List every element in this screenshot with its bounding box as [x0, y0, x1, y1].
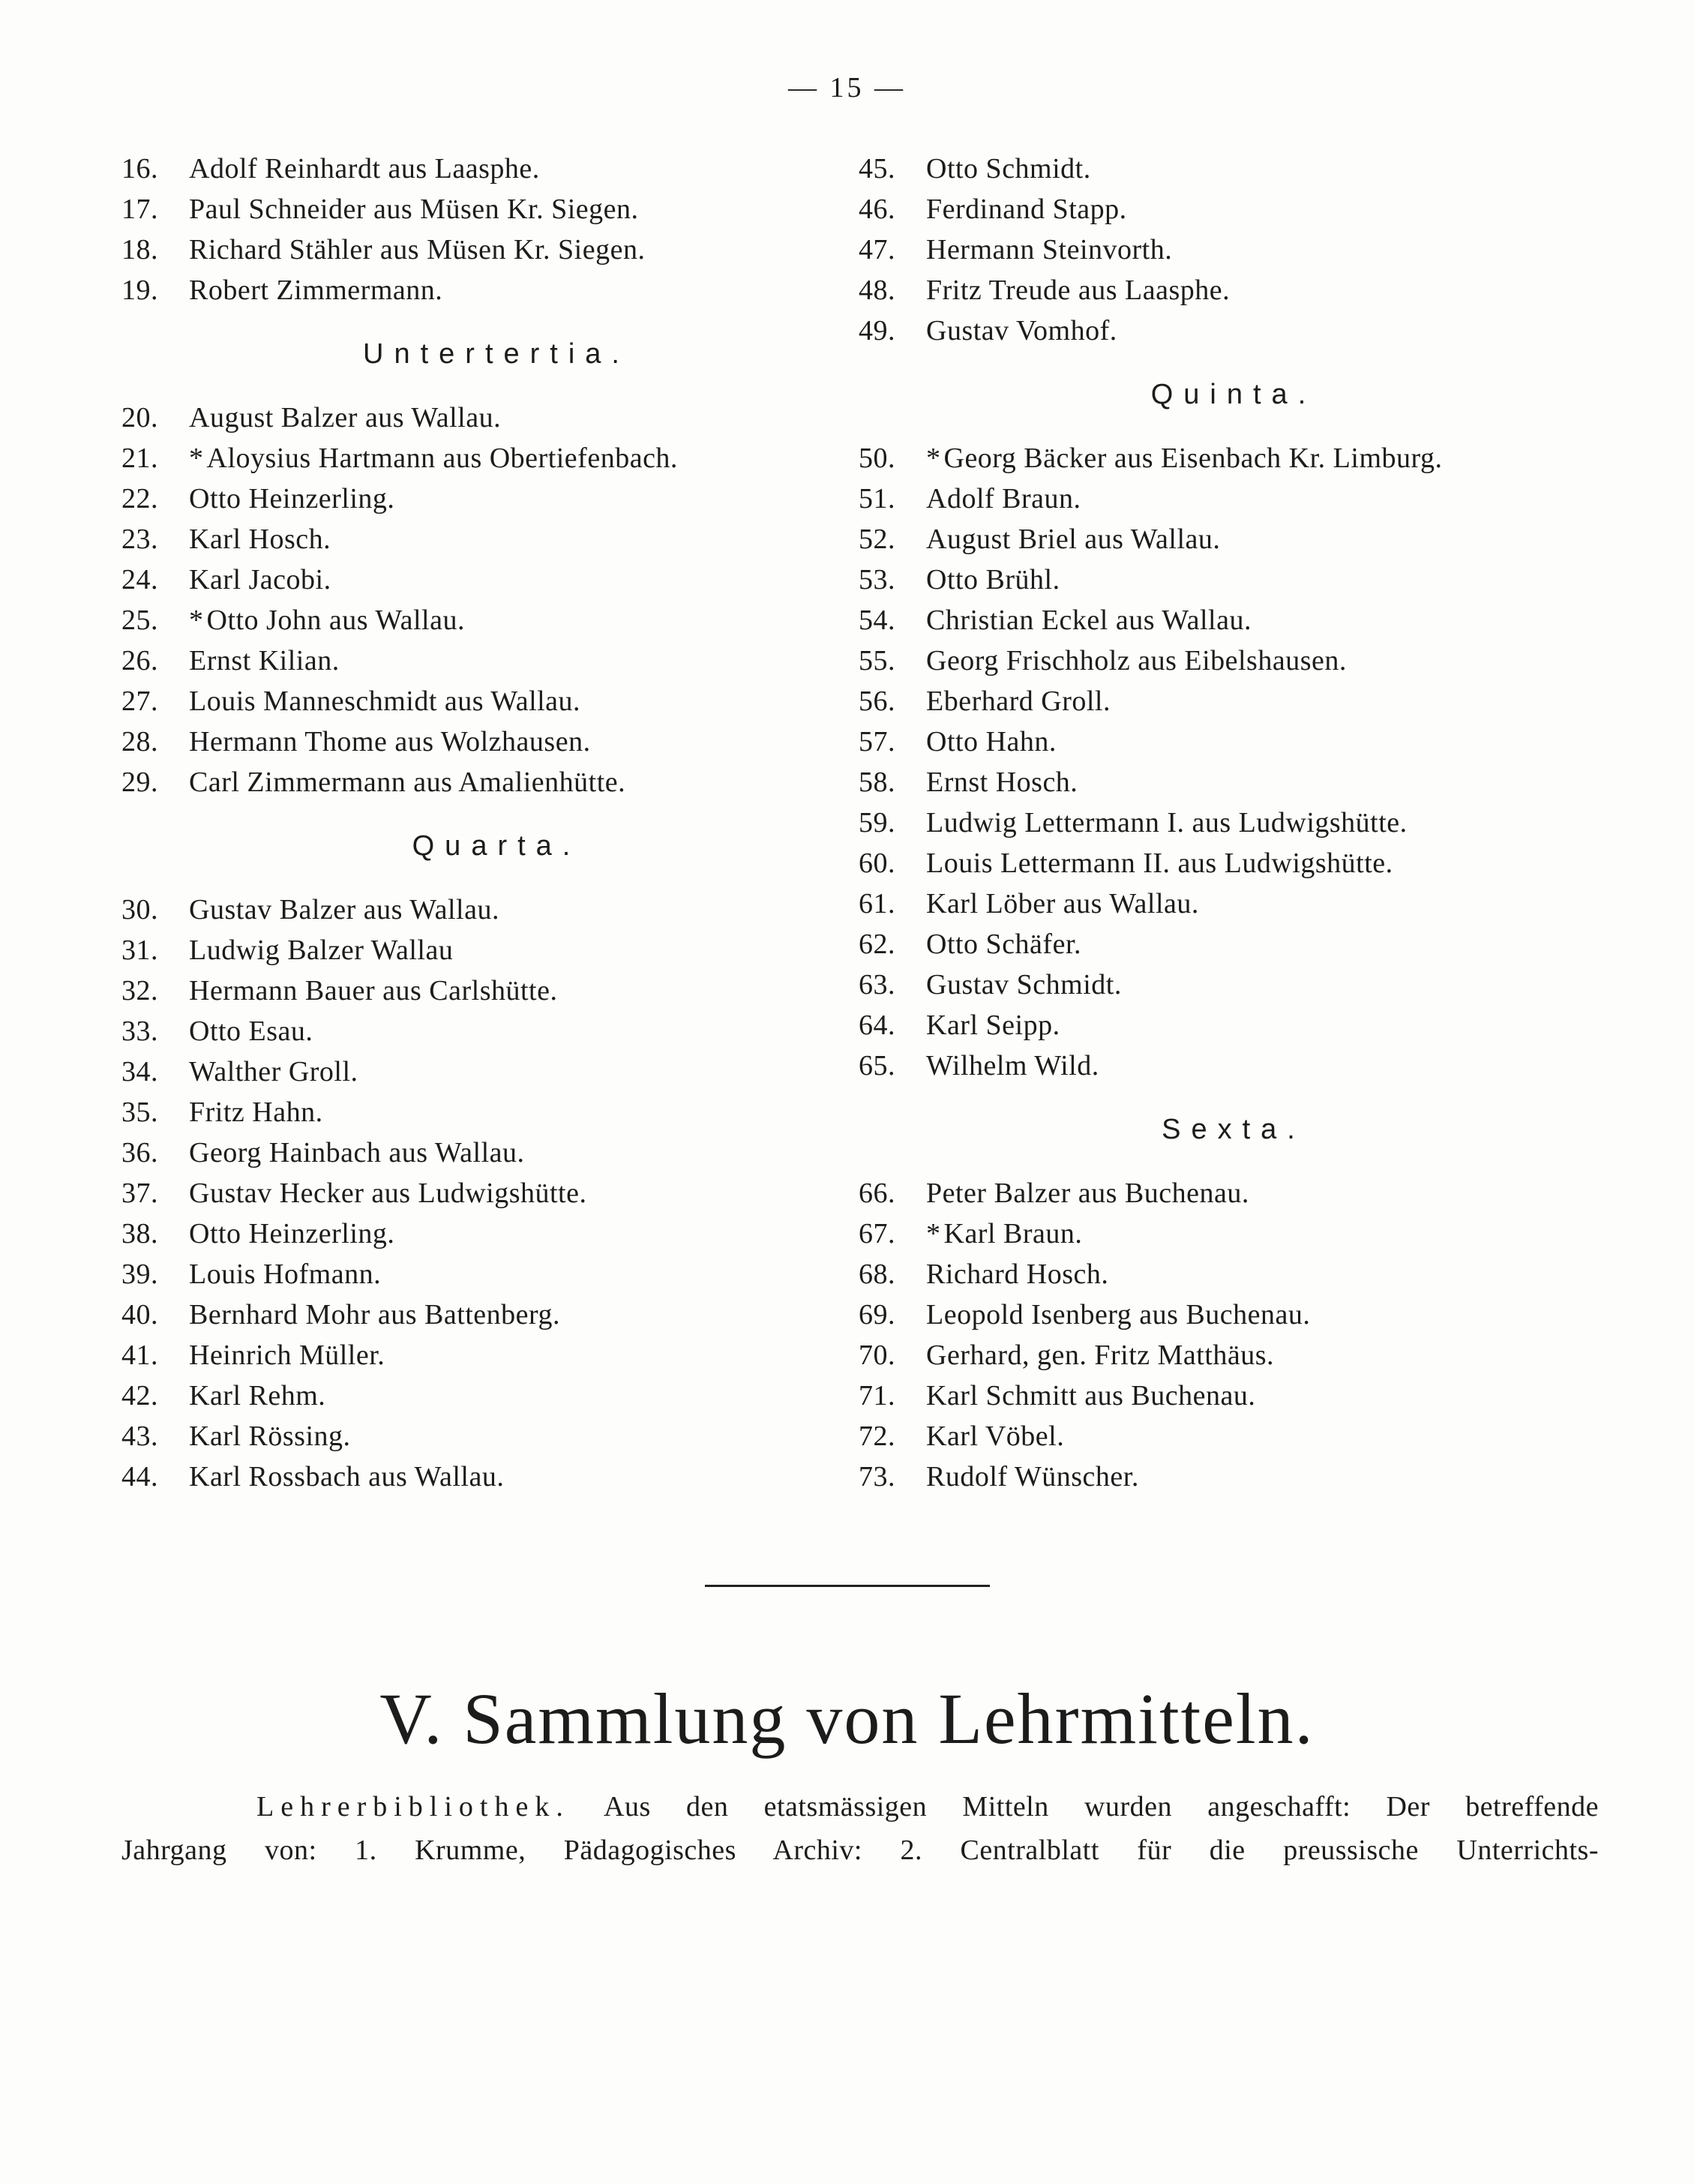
student-entry — [859, 1456, 1609, 1497]
student-entry — [121, 189, 871, 230]
student-entry — [859, 560, 1609, 600]
section-title: V. Sammlung von Lehrmitteln. — [379, 1678, 1315, 1759]
paragraph-lead: Lehrerbibliothek. — [256, 1791, 570, 1822]
entry-number: 55. — [859, 645, 895, 676]
entry-name: Gustav Vomhof. — [926, 315, 1117, 346]
entry-number: 17. — [121, 194, 158, 225]
entry-number: 48. — [859, 274, 895, 306]
entry-name: Otto Heinzerling. — [189, 1218, 395, 1250]
entry-number: 30. — [121, 894, 158, 926]
entry-name: Karl Löber aus Wallau. — [926, 888, 1199, 920]
entry-number: 66. — [859, 1178, 895, 1209]
entry-number: 73. — [859, 1461, 895, 1492]
student-entry — [859, 843, 1609, 884]
entry-number: 23. — [121, 524, 158, 555]
entry-number: 60. — [859, 848, 895, 879]
entry-name: Bernhard Mohr aus Battenberg. — [189, 1299, 561, 1330]
entry-number: 46. — [859, 194, 895, 225]
entry-name: Paul Schneider aus Müsen Kr. Siegen. — [189, 194, 639, 225]
entry-name: Otto Esau. — [189, 1016, 313, 1047]
student-entry — [121, 230, 871, 270]
student-entry — [859, 884, 1609, 924]
entry-number: 20. — [121, 402, 158, 434]
entry-name: Richard Hosch. — [926, 1258, 1109, 1290]
entry-name: Georg Bäcker aus Eisenbach Kr. Limburg. — [943, 442, 1443, 474]
student-entry — [121, 1132, 871, 1173]
entry-name: Louis Lettermann II. aus Ludwigshütte. — [926, 848, 1393, 879]
entry-number: 64. — [859, 1010, 895, 1041]
entry-number: 26. — [121, 645, 158, 676]
entry-name: Karl Schmitt aus Buchenau. — [926, 1380, 1256, 1412]
entry-number: 43. — [121, 1420, 158, 1452]
entry-name: Ludwig Balzer Wallau — [189, 934, 454, 966]
student-entry — [859, 438, 1609, 478]
student-entry — [121, 478, 871, 519]
entry-number: 25. — [121, 604, 158, 636]
entry-name: Gustav Hecker aus Ludwigshütte. — [189, 1178, 587, 1209]
student-entry — [859, 270, 1609, 310]
student-entry — [121, 762, 871, 802]
entry-name: Heinrich Müller. — [189, 1340, 385, 1371]
entry-name: Gustav Schmidt. — [926, 969, 1122, 1000]
entry-star: * — [926, 442, 941, 474]
entry-name: Karl Rehm. — [189, 1380, 326, 1412]
entry-name: Fritz Hahn. — [189, 1096, 323, 1128]
student-entry — [859, 1005, 1609, 1046]
entry-name: Fritz Treude aus Laasphe. — [926, 274, 1231, 306]
right-column — [859, 148, 1609, 1497]
entry-name: Karl Braun. — [943, 1218, 1083, 1250]
entry-name: Adolf Braun. — [926, 483, 1081, 514]
student-entry — [859, 310, 1609, 351]
entry-number: 53. — [859, 564, 895, 596]
student-entry — [859, 964, 1609, 1005]
student-entry — [859, 148, 1609, 189]
entry-number: 24. — [121, 564, 158, 596]
section-divider — [705, 1585, 990, 1587]
entry-name: Eberhard Groll. — [926, 686, 1111, 717]
entry-number: 19. — [121, 274, 158, 306]
entry-name: Otto Schäfer. — [926, 928, 1082, 960]
entry-number: 69. — [859, 1299, 895, 1330]
student-entry — [859, 1416, 1609, 1456]
entry-name: Ludwig Lettermann I. aus Ludwigshütte. — [926, 807, 1408, 838]
student-entry — [859, 519, 1609, 560]
entry-number: 40. — [121, 1299, 158, 1330]
entry-name: Karl Rossbach aus Wallau. — [189, 1461, 505, 1492]
entry-number: 61. — [859, 888, 895, 920]
entry-number: 49. — [859, 315, 895, 346]
entry-name: Ernst Kilian. — [189, 645, 340, 676]
entry-number: 29. — [121, 766, 158, 798]
student-entry — [859, 189, 1609, 230]
entry-name: August Balzer aus Wallau. — [189, 402, 502, 434]
student-entry — [859, 1214, 1609, 1254]
student-entry — [859, 802, 1609, 843]
student-entry — [121, 1092, 871, 1132]
entry-number: 37. — [121, 1178, 158, 1209]
entry-name: Otto Brühl. — [926, 564, 1060, 596]
entry-number: 16. — [121, 153, 158, 184]
entry-number: 18. — [121, 234, 158, 266]
entry-number: 63. — [859, 969, 895, 1000]
student-entry — [121, 398, 871, 438]
entry-name: Otto Hahn. — [926, 726, 1057, 758]
student-entry — [859, 1376, 1609, 1416]
entry-number: 36. — [121, 1137, 158, 1168]
student-entry — [121, 1173, 871, 1214]
entry-number: 41. — [121, 1340, 158, 1371]
entry-name: Wilhelm Wild. — [926, 1050, 1099, 1082]
student-entry — [121, 681, 871, 722]
entry-number: 27. — [121, 686, 158, 717]
entry-number: 51. — [859, 483, 895, 514]
entry-name: Carl Zimmermann aus Amalienhütte. — [189, 766, 626, 798]
entry-number: 65. — [859, 1050, 895, 1082]
entry-number: 56. — [859, 686, 895, 717]
entry-name: Richard Stähler aus Müsen Kr. Siegen. — [189, 234, 646, 266]
student-entry — [859, 722, 1609, 762]
entry-name: Hermann Bauer aus Carlshütte. — [189, 975, 558, 1006]
entry-number: 57. — [859, 726, 895, 758]
student-entry — [121, 722, 871, 762]
entry-number: 50. — [859, 442, 895, 474]
entry-name: Hermann Steinvorth. — [926, 234, 1173, 266]
student-entry — [859, 230, 1609, 270]
student-entry — [121, 1214, 871, 1254]
entry-name: Gustav Balzer aus Wallau. — [189, 894, 499, 926]
student-entry — [121, 1011, 871, 1052]
student-entry — [121, 1456, 871, 1497]
entry-name: Georg Frischholz aus Eibelshausen. — [926, 645, 1347, 676]
paragraph-line-1-text: Aus den etatsmässigen Mitteln wurden angeschafft: Der betreffende — [604, 1791, 1599, 1822]
student-entry — [121, 270, 871, 310]
entry-number: 62. — [859, 928, 895, 960]
student-entry — [121, 600, 871, 640]
entry-number: 44. — [121, 1461, 158, 1492]
entry-number: 47. — [859, 234, 895, 266]
student-entry — [121, 519, 871, 560]
entry-star: * — [926, 1218, 941, 1250]
entry-name: Karl Hosch. — [189, 524, 331, 555]
paragraph-line-2: Jahrgang von: 1. Krumme, Pädagogisches Archiv: 2. Centralblatt für die preussische Unterrichts- — [121, 1834, 1599, 1866]
entry-number: 45. — [859, 153, 895, 184]
entry-name: Karl Seipp. — [926, 1010, 1060, 1041]
entry-name: Rudolf Wünscher. — [926, 1461, 1139, 1492]
entry-name: Louis Hofmann. — [189, 1258, 382, 1290]
student-entry — [859, 1335, 1609, 1376]
entry-name: Leopold Isenberg aus Buchenau. — [926, 1299, 1311, 1330]
student-entry — [121, 890, 871, 930]
entry-number: 38. — [121, 1218, 158, 1250]
page-number: — 15 — — [788, 72, 906, 104]
entry-number: 39. — [121, 1258, 158, 1290]
entry-name: Otto John aus Wallau. — [206, 604, 465, 636]
entry-name: Georg Hainbach aus Wallau. — [189, 1137, 525, 1168]
entry-number: 59. — [859, 807, 895, 838]
entry-name: Gerhard, gen. Fritz Matthäus. — [926, 1340, 1275, 1371]
entry-number: 54. — [859, 604, 895, 636]
entry-name: Hermann Thome aus Wolzhausen. — [189, 726, 591, 758]
entry-name: Adolf Reinhardt aus Laasphe. — [189, 153, 540, 184]
entry-name: Christian Eckel aus Wallau. — [926, 604, 1252, 636]
student-entry — [121, 970, 871, 1011]
student-entry — [121, 1416, 871, 1456]
entry-name: Louis Manneschmidt aus Wallau. — [189, 686, 581, 717]
student-entry — [859, 1294, 1609, 1335]
student-entry — [859, 762, 1609, 802]
entry-name: Ernst Hosch. — [926, 766, 1078, 798]
entry-name: Ferdinand Stapp. — [926, 194, 1127, 225]
entry-name: Walther Groll. — [189, 1056, 358, 1088]
entry-number: 32. — [121, 975, 158, 1006]
student-entry — [121, 1294, 871, 1335]
entry-name: August Briel aus Wallau. — [926, 524, 1221, 555]
entry-name: Aloysius Hartmann aus Obertiefenbach. — [206, 442, 678, 474]
entry-star: * — [189, 604, 204, 636]
student-entry — [121, 1376, 871, 1416]
entry-number: 58. — [859, 766, 895, 798]
entry-number: 22. — [121, 483, 158, 514]
entry-name: Karl Jacobi. — [189, 564, 331, 596]
entry-number: 42. — [121, 1380, 158, 1412]
student-entry — [859, 1046, 1609, 1086]
student-entry — [121, 560, 871, 600]
entry-name: Karl Rössing. — [189, 1420, 351, 1452]
entry-number: 68. — [859, 1258, 895, 1290]
student-entry — [859, 924, 1609, 964]
entry-number: 52. — [859, 524, 895, 555]
entry-number: 28. — [121, 726, 158, 758]
student-entry — [859, 600, 1609, 640]
student-entry — [121, 1254, 871, 1294]
entry-number: 31. — [121, 934, 158, 966]
student-entry — [121, 930, 871, 970]
paragraph-line-1 — [121, 1785, 1599, 1828]
student-entry — [121, 438, 871, 478]
entry-name: Peter Balzer aus Buchenau. — [926, 1178, 1249, 1209]
entry-number: 71. — [859, 1380, 895, 1412]
student-entry — [121, 1052, 871, 1092]
left-column — [121, 148, 871, 1497]
entry-number: 21. — [121, 442, 158, 474]
entry-number: 35. — [121, 1096, 158, 1128]
class-heading: Sexta. — [1162, 1114, 1306, 1145]
student-entry — [859, 640, 1609, 681]
entry-number: 70. — [859, 1340, 895, 1371]
class-heading: Quinta. — [1150, 379, 1317, 410]
student-entry — [121, 640, 871, 681]
class-heading: Untertertia. — [363, 338, 630, 370]
entry-name: Robert Zimmermann. — [189, 274, 443, 306]
student-entry — [859, 1173, 1609, 1214]
entry-name: Karl Vöbel. — [926, 1420, 1065, 1452]
entry-number: 33. — [121, 1016, 158, 1047]
student-entry — [859, 1254, 1609, 1294]
entry-name: Otto Heinzerling. — [189, 483, 395, 514]
entry-number: 34. — [121, 1056, 158, 1088]
entry-number: 67. — [859, 1218, 895, 1250]
student-entry — [121, 148, 871, 189]
class-heading: Quarta. — [412, 830, 581, 862]
student-entry — [859, 478, 1609, 519]
student-entry — [859, 681, 1609, 722]
entry-star: * — [189, 442, 204, 474]
entry-name: Otto Schmidt. — [926, 153, 1091, 184]
paragraph — [121, 1785, 1599, 1872]
student-entry — [121, 1335, 871, 1376]
entry-number: 72. — [859, 1420, 895, 1452]
